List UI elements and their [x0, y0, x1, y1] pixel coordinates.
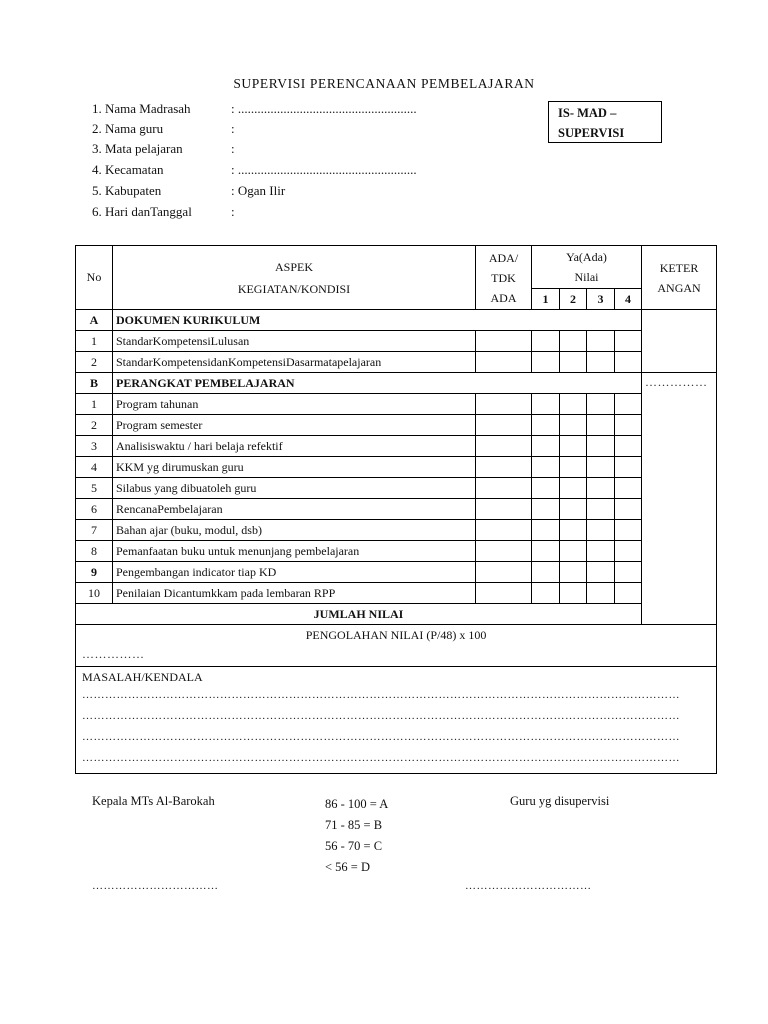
- signature-line-right: ……………………………: [465, 880, 592, 892]
- keterangan-dots: ……………: [645, 375, 708, 389]
- grade-item: < 56 = D: [325, 860, 371, 874]
- header-ket-line: ANGAN: [657, 280, 701, 295]
- nilai-cell[interactable]: [532, 415, 560, 436]
- table-row: [76, 499, 717, 520]
- row-text: Program semester: [113, 415, 476, 436]
- info-value: :: [231, 121, 235, 136]
- row-no: 10: [76, 583, 113, 604]
- row-text: Pemanfaatan buku untuk menunjang pembelajaran: [113, 541, 476, 562]
- nilai-cell[interactable]: [587, 457, 615, 478]
- nilai-cell[interactable]: [615, 415, 642, 436]
- row-no: 9: [76, 562, 113, 583]
- nilai-cell[interactable]: [587, 331, 615, 352]
- nilai-cell[interactable]: [587, 583, 615, 604]
- pengolahan-row: [76, 625, 717, 667]
- nilai-cell[interactable]: [560, 499, 587, 520]
- nilai-cell[interactable]: [560, 478, 587, 499]
- masalah-cell[interactable]: [76, 667, 717, 774]
- nilai-cell[interactable]: [587, 415, 615, 436]
- nilai-cell[interactable]: [532, 331, 560, 352]
- info-label: 6. Hari danTanggal: [92, 204, 192, 219]
- row-no: 7: [76, 520, 113, 541]
- table-row: [76, 394, 717, 415]
- ada-cell[interactable]: [476, 394, 532, 415]
- nilai-cell[interactable]: [615, 583, 642, 604]
- header-aspek-line: KEGIATAN/KONDISI: [237, 281, 351, 296]
- nilai-cell[interactable]: [587, 520, 615, 541]
- info-label: 3. Mata pelajaran: [92, 141, 183, 156]
- nilai-cell[interactable]: [615, 562, 642, 583]
- grade-item: 86 - 100 = A: [325, 797, 389, 811]
- section-no: B: [76, 373, 113, 394]
- nilai-cell[interactable]: [532, 436, 560, 457]
- ada-cell[interactable]: [476, 352, 532, 373]
- table-row: [76, 331, 717, 352]
- nilai-cell[interactable]: [587, 499, 615, 520]
- ada-cell[interactable]: [476, 457, 532, 478]
- table-row: [76, 352, 717, 373]
- table-row: [76, 520, 717, 541]
- header-ada-line: ADA: [490, 290, 517, 305]
- info-value: :: [231, 141, 235, 156]
- row-no: 6: [76, 499, 113, 520]
- form-code-line: IS- MAD –: [558, 106, 617, 120]
- table-row: [76, 457, 717, 478]
- masalah-label: MASALAH/KENDALA: [82, 670, 203, 684]
- header-ya-line: Nilai: [574, 270, 599, 284]
- nilai-cell[interactable]: [587, 478, 615, 499]
- page-title: SUPERVISI PERENCANAAN PEMBELAJARAN: [233, 76, 535, 91]
- header-ya-line: Ya(Ada): [566, 250, 607, 264]
- header-ada: [476, 246, 532, 310]
- ada-cell[interactable]: [476, 520, 532, 541]
- table-row: [76, 436, 717, 457]
- row-text: Program tahunan: [113, 394, 476, 415]
- nilai-cell[interactable]: [615, 478, 642, 499]
- header-ada-line: ADA/: [488, 250, 519, 265]
- header-no: No: [76, 246, 113, 310]
- form-code-line: SUPERVISI: [558, 126, 625, 140]
- nilai-cell[interactable]: [615, 394, 642, 415]
- grade-item: 71 - 85 = B: [325, 818, 383, 832]
- nilai-cell[interactable]: [587, 436, 615, 457]
- row-text: Silabus yang dibuatoleh guru: [113, 478, 476, 499]
- ada-cell[interactable]: [476, 583, 532, 604]
- nilai-cell[interactable]: [560, 394, 587, 415]
- guru-label: Guru yg disupervisi: [510, 794, 610, 808]
- nilai-cell[interactable]: [532, 457, 560, 478]
- nilai-cell[interactable]: [587, 352, 615, 373]
- grade-item: 56 - 70 = C: [325, 839, 383, 853]
- grade-scale: [325, 794, 388, 878]
- info-value: : .......................................................: [231, 162, 417, 177]
- row-no: 5: [76, 478, 113, 499]
- masalah-row: [76, 667, 717, 774]
- header-aspek-line: ASPEK: [274, 259, 313, 274]
- ada-cell[interactable]: [476, 541, 532, 562]
- table-row: [76, 583, 717, 604]
- info-label: 4. Kecamatan: [92, 162, 164, 177]
- nilai-cell[interactable]: [615, 520, 642, 541]
- table-row: [76, 541, 717, 562]
- supervision-table: [75, 245, 717, 774]
- nilai-cell[interactable]: [532, 520, 560, 541]
- nilai-cell[interactable]: [615, 541, 642, 562]
- nilai-cell[interactable]: [532, 499, 560, 520]
- nilai-cell[interactable]: [532, 394, 560, 415]
- pengolahan-label: PENGOLAHAN NILAI (P/48) x 100: [305, 628, 487, 642]
- row-no: 8: [76, 541, 113, 562]
- ada-cell[interactable]: [476, 331, 532, 352]
- nilai-cell[interactable]: [615, 352, 642, 373]
- nilai-cell[interactable]: [560, 583, 587, 604]
- header-ya-ada: [532, 246, 642, 289]
- section-row: [76, 373, 717, 394]
- nilai-cell[interactable]: [560, 520, 587, 541]
- masalah-line: …………………………………………………………………………………………………………………………………………: [82, 689, 680, 701]
- info-label: 1. Nama Madrasah: [92, 101, 191, 116]
- row-text: RencanaPembelajaran: [113, 499, 476, 520]
- table-row: [76, 415, 717, 436]
- section-title: DOKUMEN KURIKULUM: [113, 310, 642, 331]
- row-text: Pengembangan indicator tiap KD: [113, 562, 476, 583]
- signature-line-left: ……………………………: [92, 880, 219, 892]
- header-ada-line: TDK: [491, 270, 516, 285]
- ada-cell[interactable]: [476, 562, 532, 583]
- nilai-cell[interactable]: [560, 562, 587, 583]
- header-nilai-3: 3: [587, 289, 615, 310]
- nilai-cell[interactable]: [560, 331, 587, 352]
- row-text: StandarKompetensidanKompetensiDasarmatapelajaran: [113, 352, 476, 373]
- nilai-cell[interactable]: [615, 331, 642, 352]
- header-nilai-1: 1: [532, 289, 560, 310]
- jumlah-nilai-label: JUMLAH NILAI: [76, 604, 642, 625]
- nilai-cell[interactable]: [587, 541, 615, 562]
- nilai-cell[interactable]: [532, 352, 560, 373]
- info-label: 2. Nama guru: [92, 121, 164, 136]
- header-ket-line: KETER: [659, 260, 699, 275]
- nilai-cell[interactable]: [532, 478, 560, 499]
- nilai-cell[interactable]: [532, 583, 560, 604]
- row-text: KKM yg dirumuskan guru: [113, 457, 476, 478]
- nilai-cell[interactable]: [532, 541, 560, 562]
- ada-cell[interactable]: [476, 478, 532, 499]
- row-text: Penilaian Dicantumkkam pada lembaran RPP: [113, 583, 476, 604]
- pengolahan-dots: ……………: [82, 647, 145, 661]
- ada-cell[interactable]: [476, 499, 532, 520]
- row-no: 2: [76, 352, 113, 373]
- info-value: :: [231, 204, 235, 219]
- row-text: StandarKompetensiLulusan: [113, 331, 476, 352]
- table-row: [76, 562, 717, 583]
- jumlah-row: [76, 604, 717, 625]
- row-no: 1: [76, 394, 113, 415]
- nilai-cell[interactable]: [615, 457, 642, 478]
- nilai-cell[interactable]: [615, 436, 642, 457]
- nilai-cell[interactable]: [560, 352, 587, 373]
- info-value: : .......................................................: [231, 101, 417, 116]
- section-no: A: [76, 310, 113, 331]
- nilai-cell[interactable]: [560, 415, 587, 436]
- header-nilai-4: 4: [615, 289, 642, 310]
- header-keterangan: [642, 246, 717, 310]
- table-header-row: [76, 246, 717, 289]
- nilai-cell[interactable]: [560, 541, 587, 562]
- pengolahan-cell[interactable]: [76, 625, 717, 667]
- section-row: [76, 310, 717, 331]
- row-no: 4: [76, 457, 113, 478]
- masalah-line: …………………………………………………………………………………………………………………………………………: [82, 710, 680, 722]
- nilai-cell[interactable]: [532, 562, 560, 583]
- info-label: 5. Kabupaten: [92, 183, 162, 198]
- row-text: Analisiswaktu / hari belaja refektif: [113, 436, 476, 457]
- nilai-cell[interactable]: [615, 499, 642, 520]
- nilai-cell[interactable]: [587, 562, 615, 583]
- ada-cell[interactable]: [476, 415, 532, 436]
- header-nilai-2: 2: [560, 289, 587, 310]
- form-code-box: [548, 101, 662, 143]
- masalah-line: …………………………………………………………………………………………………………………………………………: [82, 731, 680, 743]
- row-text: Bahan ajar (buku, modul, dsb): [113, 520, 476, 541]
- table-row: [76, 478, 717, 499]
- section-title: PERANGKAT PEMBELAJARAN: [113, 373, 642, 394]
- ada-cell[interactable]: [476, 436, 532, 457]
- row-no: 3: [76, 436, 113, 457]
- masalah-line: …………………………………………………………………………………………………………………………………………: [82, 752, 680, 764]
- row-no: 2: [76, 415, 113, 436]
- keterangan-cell[interactable]: [642, 373, 717, 625]
- info-value: : Ogan Ilir: [231, 183, 286, 198]
- keterangan-cell[interactable]: [642, 310, 717, 373]
- kepala-label: Kepala MTs Al-Barokah: [92, 794, 215, 808]
- nilai-cell[interactable]: [560, 457, 587, 478]
- row-no: 1: [76, 331, 113, 352]
- nilai-cell[interactable]: [587, 394, 615, 415]
- nilai-cell[interactable]: [560, 436, 587, 457]
- header-aspek: [113, 246, 476, 310]
